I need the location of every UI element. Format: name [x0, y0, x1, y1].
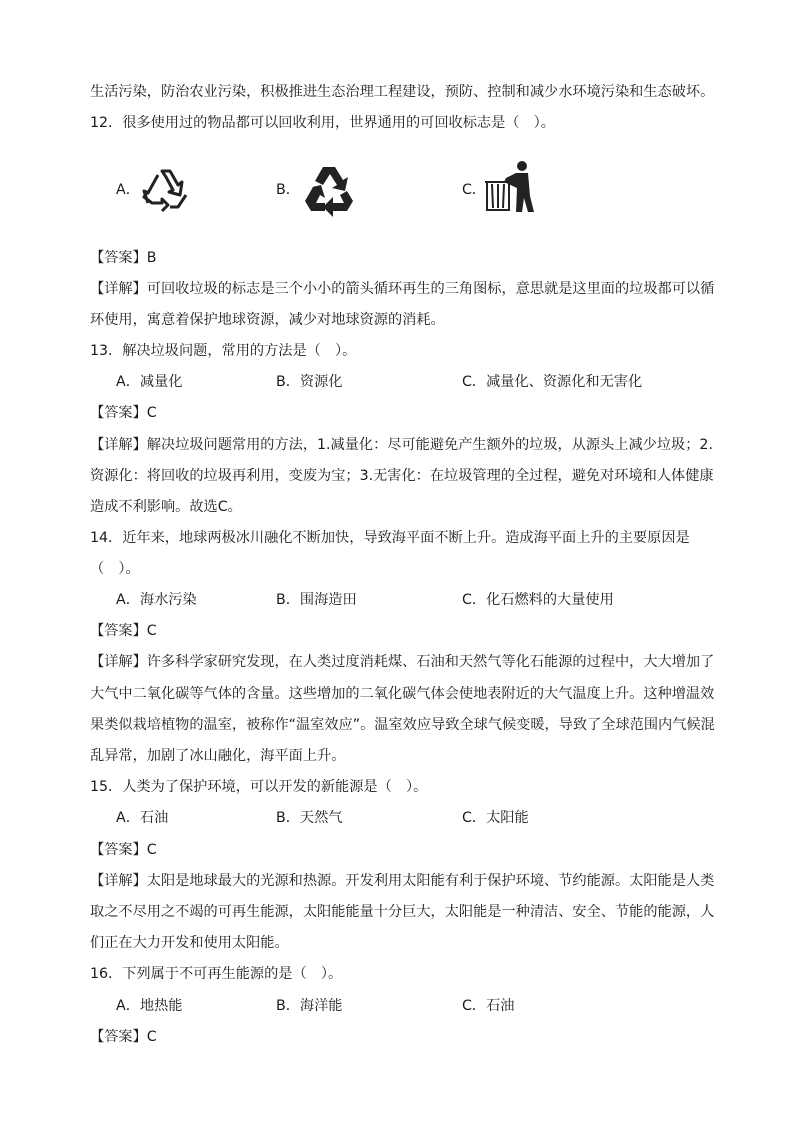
question-14: 14．近年来，地球两极冰川融化不断加快，导致海平面不断上升。造成海平面上升的主要原因是	[90, 530, 690, 546]
answer-12: 【答案】B	[90, 250, 157, 266]
explanation-14: 【详解】许多科学家研究发现，在人类过度消耗煤、石油和天然气等化石能源的过程中，大大增加了	[90, 654, 715, 670]
text-line: 生活污染，防治农业污染，积极推进生态治理工程建设，预防、控制和减少水环境污染和生态破坏。	[90, 84, 715, 100]
explanation-12: 环使用，寓意着保护地球资源，减少对地球资源的消耗。	[90, 312, 445, 328]
recycle-outline-icon	[140, 165, 190, 215]
explanation-14: 大气中二氧化碳等气体的含量。这些增加的二氧化碳气体会使地表附近的大气温度上升。这种增温效	[90, 686, 715, 702]
q12-option-a: A．	[116, 182, 140, 198]
q16-option-c: C．石油	[462, 998, 515, 1014]
answer-14: 【答案】C	[90, 623, 157, 639]
q15-option-b: B．天然气	[276, 810, 343, 826]
explanation-15: 【详解】太阳是地球最大的光源和热源。开发利用太阳能有利于保护环境、节约能源。太阳能是人类	[90, 873, 715, 889]
answer-13: 【答案】C	[90, 405, 157, 421]
answer-16: 【答案】C	[90, 1029, 157, 1045]
explanation-12: 【详解】可回收垃圾的标志是三个小小的箭头循环再生的三角图标，意思就是这里面的垃圾都可以循	[90, 281, 715, 297]
q15-option-a: A．石油	[116, 810, 169, 826]
q13-option-b: B．资源化	[276, 374, 343, 390]
q16-option-a: A．地热能	[116, 998, 183, 1014]
trash-bin-person-icon	[484, 158, 538, 214]
q12-option-c: C．	[462, 182, 487, 198]
answer-15: 【答案】C	[90, 842, 157, 858]
q13-option-c: C．减量化、资源化和无害化	[462, 374, 643, 390]
explanation-14: 乱异常，加剧了冰山融化，海平面上升。	[90, 748, 346, 764]
question-12: 12．很多使用过的物品都可以回收利用，世界通用的可回收标志是（ ）。	[90, 115, 555, 131]
q14-option-b: B．围海造田	[276, 592, 357, 608]
recycle-icon	[303, 163, 357, 217]
question-16: 16．下列属于不可再生能源的是（ ）。	[90, 966, 343, 982]
q13-option-a: A．减量化	[116, 374, 183, 390]
question-14: （ ）。	[90, 561, 140, 577]
explanation-13: 【详解】解决垃圾问题常用的方法，1.减量化：尽可能避免产生额外的垃圾，从源头上减少垃圾；2.	[90, 437, 713, 453]
explanation-15: 取之不尽用之不竭的可再生能源，太阳能能量十分巨大，太阳能是一种清洁、安全、节能的能源，人	[90, 904, 715, 920]
q14-option-c: C．化石燃料的大量使用	[462, 592, 614, 608]
q15-option-c: C．太阳能	[462, 810, 529, 826]
q12-option-b: B．	[276, 182, 300, 198]
question-15: 15．人类为了保护环境，可以开发的新能源是（ ）。	[90, 779, 428, 795]
explanation-13: 资源化：将回收的垃圾再利用，变废为宝；3.无害化：在垃圾管理的全过程，避免对环境和人体健康	[90, 468, 714, 484]
explanation-15: 们正在大力开发和使用太阳能。	[90, 935, 289, 951]
explanation-13: 造成不利影响。故选C。	[90, 499, 242, 515]
q14-option-a: A．海水污染	[116, 592, 197, 608]
explanation-14: 果类似栽培植物的温室，被称作“温室效应”。温室效应导致全球气候变暖，导致了全球范围内气候混	[90, 717, 715, 733]
question-13: 13．解决垃圾问题，常用的方法是（ ）。	[90, 343, 357, 359]
q16-option-b: B．海洋能	[276, 998, 343, 1014]
